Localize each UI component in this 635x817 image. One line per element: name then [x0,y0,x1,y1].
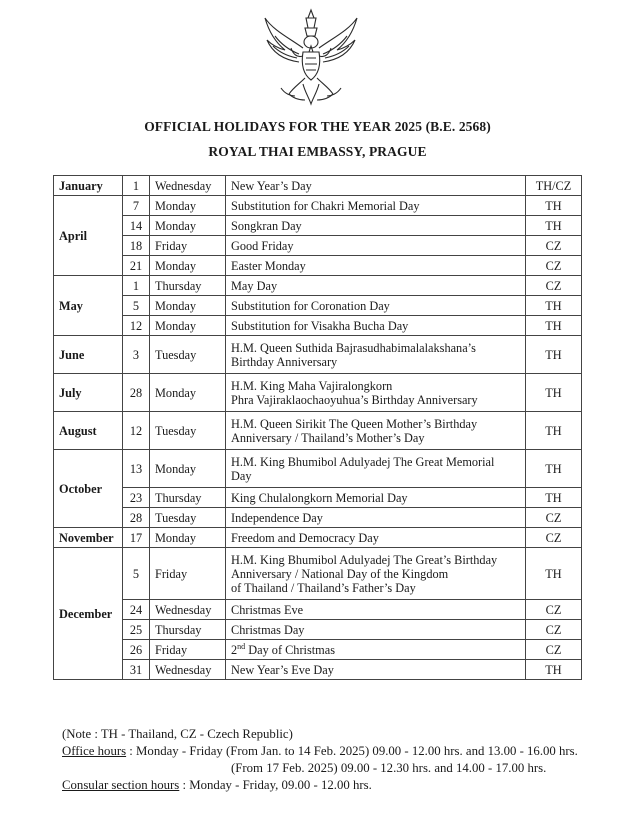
holiday-name-line [231,643,520,657]
holiday-name-line [231,417,520,431]
month-cell: May [54,276,123,336]
holiday-name-cell [226,600,526,620]
holiday-row [54,256,582,276]
consular-hours-line [62,777,578,794]
holiday-name-line [231,567,520,581]
day-cell: 5 [123,548,150,600]
country-cell: CZ [526,600,582,620]
office-hours-text: : Monday - Friday (From Jan. to 14 Feb. 2025) 09.00 - 12.00 hrs. and 13.00 - 16.00 hrs. [126,744,578,758]
day-cell: 14 [123,216,150,236]
weekday-cell: Wednesday [150,660,226,680]
day-cell: 21 [123,256,150,276]
holiday-name-line [231,219,520,233]
holiday-name-text: Substitution for Coronation Day [231,298,390,313]
holiday-name-line [231,511,520,525]
weekday-cell: Monday [150,296,226,316]
holiday-name-text: Anniversary / Thailand’s Mother’s Day [231,430,425,445]
country-cell: TH [526,488,582,508]
holiday-name-text: H.M. King Bhumibol Adulyadej The Great’s Birthday [231,552,498,567]
holiday-row [54,276,582,296]
day-cell: 5 [123,296,150,316]
holiday-row [54,450,582,488]
holiday-name-cell [226,412,526,450]
holiday-row [54,412,582,450]
holidays-table [53,175,582,680]
month-cell: October [54,450,123,528]
month-cell: January [54,176,123,196]
holiday-name-text: May Day [231,278,278,293]
day-cell: 1 [123,276,150,296]
holiday-name-text: Substitution for Visakha Bucha Day [231,318,409,333]
weekday-cell: Friday [150,640,226,660]
country-cell: TH [526,216,582,236]
country-cell: TH [526,660,582,680]
holiday-row [54,548,582,600]
weekday-cell: Thursday [150,488,226,508]
holiday-row [54,374,582,412]
holiday-name-line [231,469,520,483]
country-cell: TH [526,374,582,412]
day-cell: 26 [123,640,150,660]
day-cell: 24 [123,600,150,620]
holiday-name-cell [226,216,526,236]
country-cell: TH [526,316,582,336]
day-cell: 17 [123,528,150,548]
country-cell: CZ [526,640,582,660]
garuda-emblem-icon [259,8,363,106]
holiday-name-text: Substitution for Chakri Memorial Day [231,198,420,213]
month-cell: June [54,336,123,374]
day-cell: 7 [123,196,150,216]
weekday-cell: Thursday [150,620,226,640]
holiday-name-text: H.M. Queen Suthida Bajrasudhabimalalakshana’s [231,340,476,355]
weekday-cell: Tuesday [150,336,226,374]
holiday-name-cell [226,548,526,600]
holiday-name-cell [226,450,526,488]
weekday-cell: Monday [150,256,226,276]
holiday-name-text: Songkran Day [231,218,302,233]
holiday-name-cell [226,296,526,316]
holiday-name-cell [226,528,526,548]
holiday-row [54,660,582,680]
weekday-cell: Thursday [150,276,226,296]
month-cell: April [54,196,123,276]
consular-hours-label: Consular section hours [62,778,180,792]
holiday-name-cell [226,316,526,336]
holiday-name-line [231,455,520,469]
country-cell: TH [526,336,582,374]
holiday-name-line [231,553,520,567]
office-hours-line [62,743,578,760]
holiday-name-text: H.M. King Bhumibol Adulyadej The Great Memorial [231,454,495,469]
holiday-name-line [231,431,520,445]
holiday-name-line [231,663,520,677]
ordinal-suffix: nd [237,641,246,651]
weekday-cell: Monday [150,216,226,236]
holiday-row [54,640,582,660]
holiday-row [54,296,582,316]
weekday-cell: Tuesday [150,412,226,450]
country-cell: TH [526,196,582,216]
holiday-name-cell [226,620,526,640]
holiday-name-line [231,259,520,273]
holiday-name-cell [226,196,526,216]
holiday-name-cell [226,640,526,660]
holiday-row [54,336,582,374]
day-cell: 23 [123,488,150,508]
holiday-name-text: Christmas Eve [231,602,304,617]
country-cell: CZ [526,620,582,640]
holiday-name-line [231,491,520,505]
holiday-name-text: Independence Day [231,510,323,525]
country-cell: CZ [526,508,582,528]
holiday-row [54,620,582,640]
holiday-name-cell [226,276,526,296]
weekday-cell: Wednesday [150,600,226,620]
holiday-name-line [231,319,520,333]
day-cell: 28 [123,374,150,412]
holiday-name-text: Freedom and Democracy Day [231,530,379,545]
day-cell: 12 [123,412,150,450]
holiday-name-text: Easter Monday [231,258,306,273]
month-cell: July [54,374,123,412]
day-cell: 28 [123,508,150,528]
holiday-name-cell [226,508,526,528]
holiday-name-cell [226,256,526,276]
holiday-name-text: Good Friday [231,238,294,253]
country-cell: TH/CZ [526,176,582,196]
day-cell: 12 [123,316,150,336]
month-cell: December [54,548,123,680]
country-cell: TH [526,450,582,488]
holiday-name-line [231,279,520,293]
holiday-name-text: of Thailand / Thailand’s Father’s Day [231,580,416,595]
holiday-row [54,600,582,620]
holiday-name-cell [226,374,526,412]
month-cell: August [54,412,123,450]
holiday-row [54,176,582,196]
holiday-name-cell [226,236,526,256]
country-cell: TH [526,412,582,450]
holiday-row [54,528,582,548]
weekday-cell: Tuesday [150,508,226,528]
weekday-cell: Monday [150,374,226,412]
holiday-name-line [231,623,520,637]
holiday-name-line [231,199,520,213]
weekday-cell: Friday [150,548,226,600]
holiday-name-line [231,355,520,369]
holiday-row [54,488,582,508]
holiday-name-text: H.M. Queen Sirikit The Queen Mother’s Birthday [231,416,478,431]
holiday-name-text: King Chulalongkorn Memorial Day [231,490,408,505]
weekday-cell: Monday [150,528,226,548]
country-cell: TH [526,548,582,600]
note-legend: (Note : TH - Thailand, CZ - Czech Republic) [62,727,293,741]
holiday-row [54,236,582,256]
holiday-name-text: Christmas Day [231,622,305,637]
country-cell: CZ [526,528,582,548]
country-cell: CZ [526,256,582,276]
day-cell: 3 [123,336,150,374]
holiday-name-cell [226,336,526,374]
document-subtitle: ROYAL THAI EMBASSY, PRAGUE [208,144,427,159]
holiday-name-cell [226,488,526,508]
holiday-name-line [231,299,520,313]
office-hours-label: Office hours [62,744,127,758]
holiday-name-cell [226,660,526,680]
holiday-name-line [231,581,520,595]
weekday-cell: Wednesday [150,176,226,196]
holiday-name-line [231,341,520,355]
holiday-name-line [231,603,520,617]
holiday-name-text: Phra Vajiraklaochaoyuhua’s Birthday Anniversary [231,392,478,407]
country-cell: CZ [526,236,582,256]
country-cell: CZ [526,276,582,296]
holiday-name-text: 2 [231,642,238,657]
day-cell: 18 [123,236,150,256]
holiday-name-text: Day [231,468,252,483]
notes-section [62,726,578,794]
holiday-name-text: New Year’s Day [231,178,312,193]
holiday-row [54,216,582,236]
weekday-cell: Monday [150,196,226,216]
holiday-name-line [231,239,520,253]
holiday-name-text: Anniversary / National Day of the Kingdom [231,566,449,581]
office-hours-line-2: (From 17 Feb. 2025) 09.00 - 12.30 hrs. and 14.00 - 17.00 hrs. [231,761,547,775]
document-title: OFFICIAL HOLIDAYS FOR THE YEAR 2025 (B.E. 2568) [144,119,491,134]
holiday-row [54,316,582,336]
day-cell: 25 [123,620,150,640]
holiday-name-rest: Day of Christmas [245,642,335,657]
weekday-cell: Monday [150,450,226,488]
holiday-name-line [231,531,520,545]
day-cell: 13 [123,450,150,488]
holiday-name-line [231,379,520,393]
holiday-name-text: H.M. King Maha Vajiralongkorn [231,378,393,393]
holiday-row [54,508,582,528]
holiday-name-line [231,179,520,193]
holiday-name-text: Birthday Anniversary [231,354,338,369]
month-cell: November [54,528,123,548]
weekday-cell: Monday [150,316,226,336]
holiday-name-line [231,393,520,407]
holiday-name-text: New Year’s Eve Day [231,662,334,677]
holiday-row [54,196,582,216]
country-cell: TH [526,296,582,316]
consular-hours-text: : Monday - Friday, 09.00 - 12.00 hrs. [179,778,372,792]
weekday-cell: Friday [150,236,226,256]
holiday-name-cell [226,176,526,196]
day-cell: 31 [123,660,150,680]
day-cell: 1 [123,176,150,196]
